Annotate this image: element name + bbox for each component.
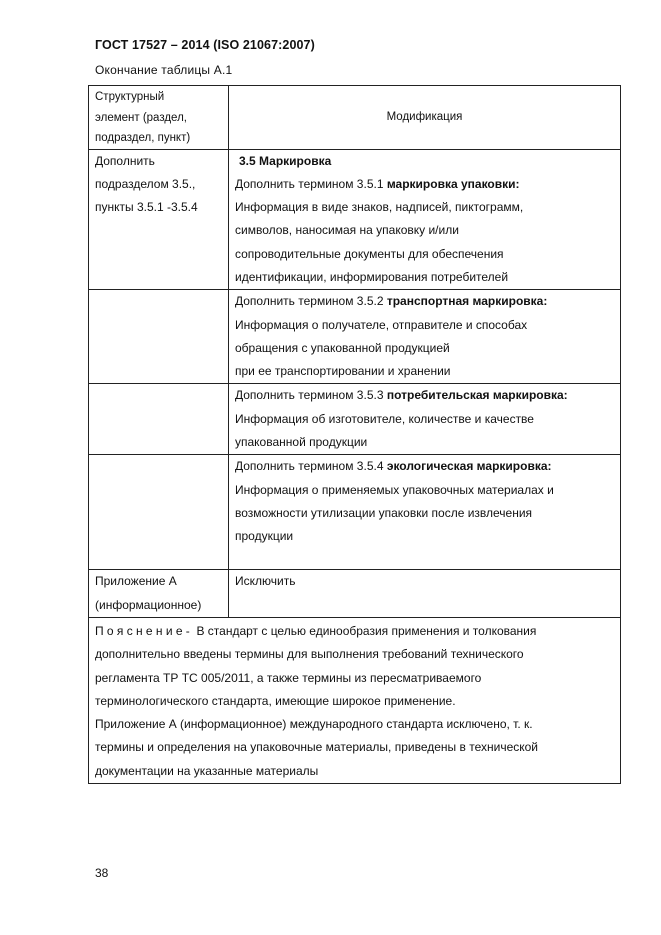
note-row <box>89 617 621 783</box>
modification-cell <box>229 149 621 290</box>
term-line <box>235 455 614 478</box>
modification-cell <box>229 570 621 618</box>
definition-line: при ее транспортировании и хранении <box>235 364 451 379</box>
definition-line: упакованной продукции <box>235 435 368 450</box>
term-name: маркировка упаковки: <box>386 176 520 191</box>
note-line: документации на указанные материалы <box>95 763 319 778</box>
term-line <box>235 173 614 196</box>
column-header-modification: Модификация <box>229 86 621 150</box>
definition-line: символов, наносимая на упаковку и/или <box>235 223 459 238</box>
term-name: экологическая маркировка: <box>386 459 552 474</box>
definition-line: Информация о получателе, отправителе и способах <box>235 317 528 332</box>
note-label: Пояснение- <box>95 623 194 638</box>
element-line: подразделом 3.5., <box>95 176 196 191</box>
term-name: транспортная маркировка: <box>386 294 548 309</box>
modification-cell <box>229 455 621 570</box>
note-text: В стандарт с целью единообразия применения и толкования <box>193 623 537 638</box>
term-prefix: Дополнить термином 3.5.2 <box>235 294 387 309</box>
definition-line: обращения с упакованной продукцией <box>235 340 450 355</box>
element-cell <box>89 290 229 384</box>
term-line <box>235 290 614 313</box>
term-line <box>235 384 614 407</box>
element-line: пункты 3.5.1 -3.5.4 <box>95 200 198 215</box>
term-prefix: Дополнить термином 3.5.1 <box>235 176 387 191</box>
definition-line: возможности утилизации упаковки после извлечения <box>235 505 533 520</box>
note-line: дополнительно введены термины для выполнения требований технического <box>95 647 524 662</box>
definition-line: идентификации, информирования потребителей <box>235 269 509 284</box>
table-row <box>89 384 621 455</box>
standard-title: ГОСТ 17527 – 2014 (ISO 21067:2007) <box>95 38 315 52</box>
definition-line: Информация в виде знаков, надписей, пиктограмм, <box>235 200 524 215</box>
modifications-table <box>88 85 621 784</box>
element-cell <box>89 570 229 618</box>
term-prefix: Дополнить термином 3.5.4 <box>235 459 387 474</box>
element-line: (информационное) <box>95 597 202 612</box>
note-line: регламента ТР ТС 005/2011, а также термины из пересматриваемого <box>95 670 482 685</box>
term-prefix: Дополнить термином 3.5.3 <box>235 388 387 403</box>
header-line: Структурный <box>95 91 165 103</box>
element-line: Дополнить <box>95 153 155 168</box>
section-title: 3.5 Маркировка <box>239 153 332 168</box>
note-cell <box>89 617 621 783</box>
definition-line: Информация о применяемых упаковочных материалах и <box>235 482 554 497</box>
term-name: потребительская маркировка: <box>386 388 568 403</box>
header-line: подраздел, пункт) <box>95 132 191 144</box>
column-header-element <box>89 86 229 150</box>
note-line: терминологического стандарта, имеющие широкое применение. <box>95 693 456 708</box>
header-line: элемент (раздел, <box>95 111 187 124</box>
definition-line: продукции <box>235 529 294 544</box>
note-line <box>95 620 614 643</box>
element-cell <box>89 384 229 455</box>
table-caption: Окончание таблицы А.1 <box>95 63 233 77</box>
modification-cell <box>229 290 621 384</box>
element-cell <box>89 149 229 290</box>
modification-text: Исключить <box>235 574 296 589</box>
element-cell <box>89 455 229 570</box>
table-row <box>89 570 621 618</box>
table-row <box>89 290 621 384</box>
element-line: Приложение А <box>95 574 177 589</box>
table-row <box>89 149 621 290</box>
modification-cell <box>229 384 621 455</box>
table-row <box>89 455 621 570</box>
note-line: термины и определения на упаковочные материалы, приведены в технической <box>95 740 539 755</box>
table-header-row <box>89 86 621 150</box>
note-line: Приложение А (информационное) международного стандарта исключено, т. к. <box>95 717 533 732</box>
page-number: 38 <box>95 866 109 880</box>
definition-line: Информация об изготовителе, количестве и качестве <box>235 411 534 426</box>
definition-line: сопроводительные документы для обеспечения <box>235 246 504 261</box>
